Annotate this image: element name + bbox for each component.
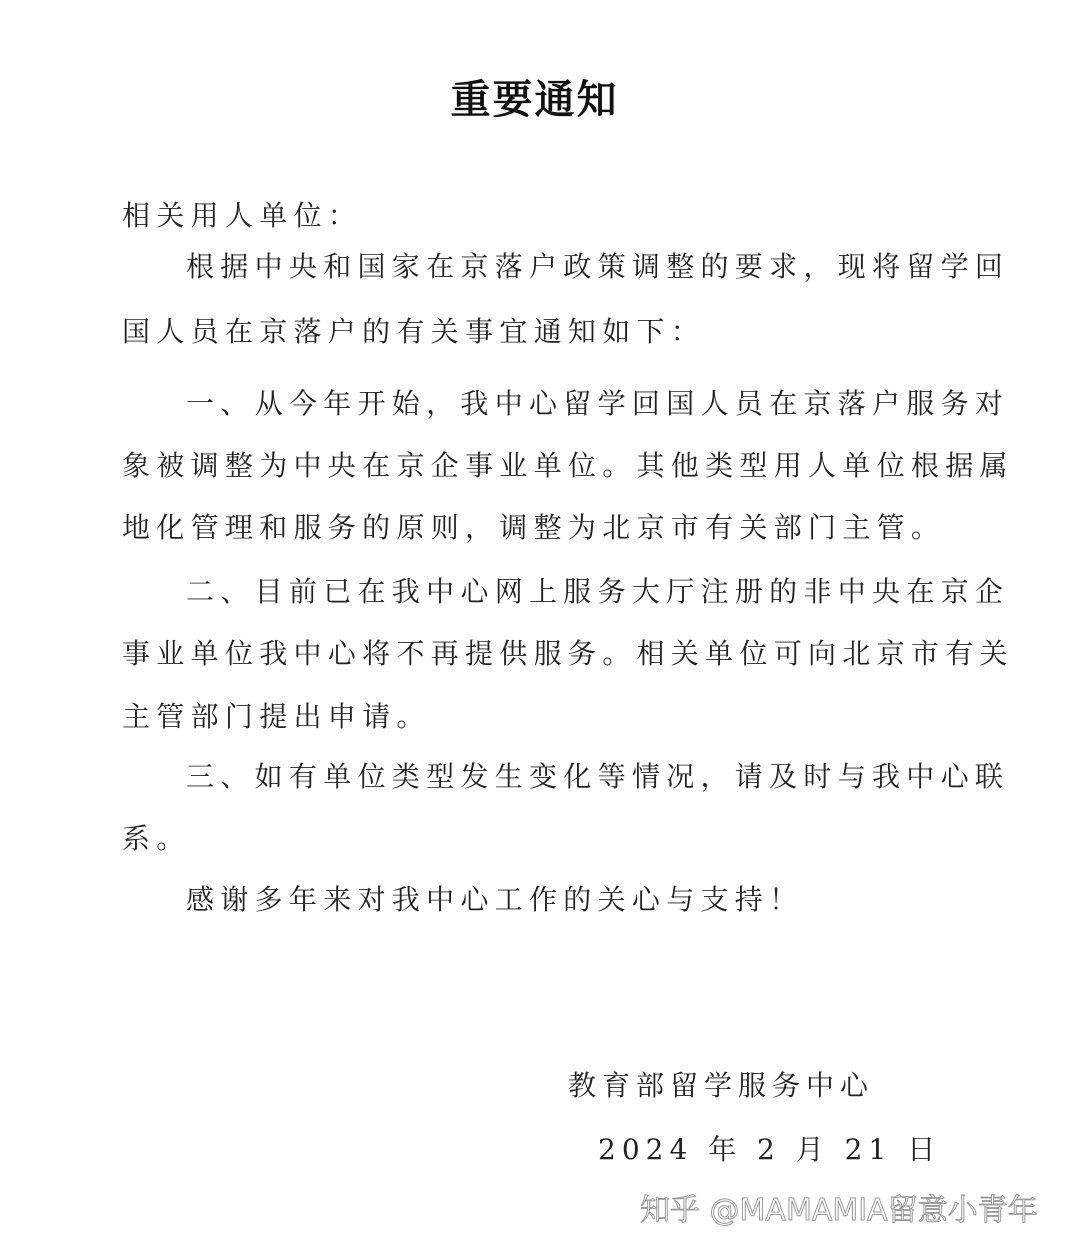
body-line: 国人员在京落户的有关事宜通知如下：	[122, 315, 706, 348]
signature-date: 2024 年 2 月 21 日	[598, 1133, 942, 1166]
body-line: 象被调整为中央在京企事业单位。其他类型用人单位根据属	[122, 449, 1014, 482]
body-line: 地化管理和服务的原则，调整为北京市有关部门主管。	[122, 511, 946, 544]
salutation: 相关用人单位：	[122, 199, 363, 232]
body-line: 二、目前已在我中心网上服务大厅注册的非中央在京企	[186, 575, 1010, 608]
body-line: 三、如有单位类型发生变化等情况，请及时与我中心联	[186, 760, 1010, 793]
body-line: 系。	[122, 822, 191, 855]
body-line: 一、从今年开始，我中心留学回国人员在京落户服务对	[186, 387, 1010, 420]
signature-organization: 教育部留学服务中心	[568, 1069, 875, 1102]
body-line: 主管部门提出申请。	[122, 700, 431, 733]
closing-line: 感谢多年来对我中心工作的关心与支持！	[186, 883, 804, 916]
watermark: 知乎 @MAMAMIA留意小青年	[640, 1193, 1038, 1228]
body-line: 根据中央和国家在京落户政策调整的要求，现将留学回	[186, 250, 1010, 283]
body-line: 事业单位我中心将不再提供服务。相关单位可向北京市有关	[122, 637, 1014, 670]
document-title: 重要通知	[450, 77, 619, 123]
